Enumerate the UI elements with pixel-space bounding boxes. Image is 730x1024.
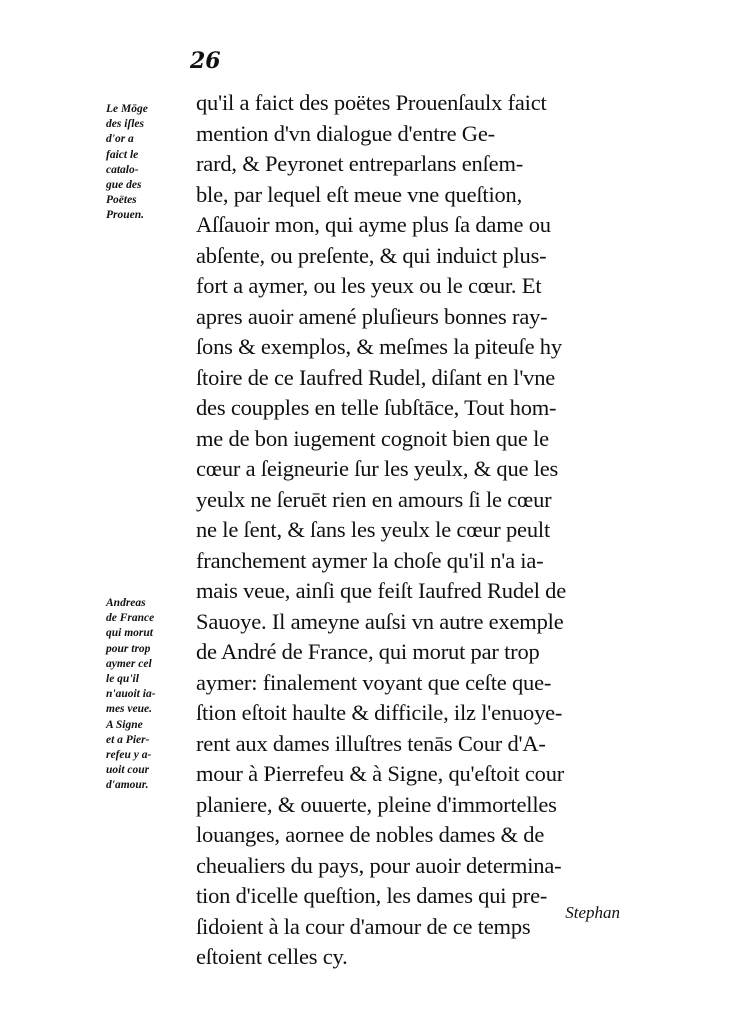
margin-note-line: d'or a: [106, 133, 134, 146]
text-line: mais veue, ainſi que feiſt Iaufred Rudel de: [196, 578, 567, 603]
text-line: rard, & Peyronet entreparlans enſem-: [196, 151, 524, 176]
margin-note-andreas: [106, 596, 198, 793]
text-line: qu'il a faict des poëtes Prouenſaulx faict: [196, 90, 547, 115]
text-line: louanges, aornee de nobles dames & de: [196, 822, 545, 847]
text-line: ble, par lequel eſt meue vne queſtion,: [196, 181, 523, 207]
text-line: mention d'vn dialogue d'entre Ge-: [196, 120, 495, 146]
margin-note-line: pour trop: [106, 642, 151, 655]
margin-note-line: qui morut: [106, 627, 153, 640]
text-line: tion d'icelle queſtion, les dames qui pre-: [196, 883, 548, 908]
text-line: Sauoye. Il ameyne auſsi vn autre exemple: [196, 608, 564, 634]
text-line: ſtoire de ce Iaufred Rudel, diſant en l'vne: [196, 364, 556, 390]
margin-note-catalogue: [106, 102, 198, 224]
margin-note-line: Le Mōge: [106, 103, 148, 115]
text-line: aymer: finalement voyant que ceſte que-: [196, 669, 552, 695]
margin-note-line: A Signe: [106, 718, 143, 731]
text-line: ſons & exemplos, & meſmes la piteuſe hy: [196, 334, 562, 359]
text-line: yeulx ne ſeruēt rien en amours ſi le cœur: [196, 486, 552, 512]
margin-note-line: Poëtes: [106, 194, 137, 207]
margin-note-line: d'amour.: [106, 779, 149, 792]
margin-note-line: de France: [106, 612, 155, 625]
text-line: cœur a ſeigneurie ſur les yeulx, & que les: [196, 456, 559, 481]
text-line: des coupples en telle ſubſtāce, Tout hom-: [196, 395, 557, 420]
margin-note-line: catalo-: [106, 163, 139, 176]
margin-note-line: n'auoit ia-: [106, 688, 156, 701]
catchword: Stephan: [565, 903, 620, 922]
text-line: eſtoient celles cy.: [196, 944, 348, 969]
text-line: franchement aymer la choſe qu'il n'a ia-: [196, 547, 544, 573]
page-number: 26: [190, 48, 221, 74]
text-line: Aſſauoir mon, qui ayme plus ſa dame ou: [196, 212, 551, 237]
text-line: de André de France, qui morut par trop: [196, 639, 540, 664]
margin-note-line: gue des: [106, 178, 142, 191]
body-text: [196, 88, 626, 973]
text-line: rent aux dames illuſtres tenās Cour d'A-: [196, 730, 546, 756]
margin-note-line: uoit cour: [106, 764, 150, 777]
text-line: ſidoient à la cour d'amour de ce temps: [196, 913, 531, 939]
margin-note-line: le qu'il: [106, 672, 139, 685]
margin-note-line: et a Pier-: [106, 733, 150, 746]
text-line: planiere, & ouuerte, pleine d'immortelles: [196, 791, 557, 817]
text-line: ne le ſent, & ſans les yeulx le cœur peult: [196, 517, 550, 542]
margin-note-line: faict le: [106, 148, 139, 161]
margin-note-line: aymer cel: [106, 657, 152, 670]
margin-note-line: Andreas: [106, 597, 146, 609]
text-line: apres auoir amené pluſieurs bonnes ray-: [196, 303, 548, 329]
margin-note-line: refeu y a-: [106, 748, 152, 761]
text-line: fort a aymer, ou les yeux ou le cœur. Et: [196, 273, 542, 298]
margin-note-line: Prouen.: [106, 209, 145, 222]
text-line: me de bon iugement cognoit bien que le: [196, 425, 549, 451]
text-line: abſente, ou preſente, & qui induict plus-: [196, 242, 547, 268]
text-line: cheualiers du pays, pour auoir determina-: [196, 852, 562, 878]
margin-note-line: mes veue.: [106, 703, 152, 716]
margin-note-line: des iſles: [106, 118, 145, 131]
text-line: ſtion eſtoit haulte & difficile, ilz l'enuoye-: [196, 700, 563, 725]
text-line: mour à Pierrefeu & à Signe, qu'eſtoit cour: [196, 761, 565, 786]
